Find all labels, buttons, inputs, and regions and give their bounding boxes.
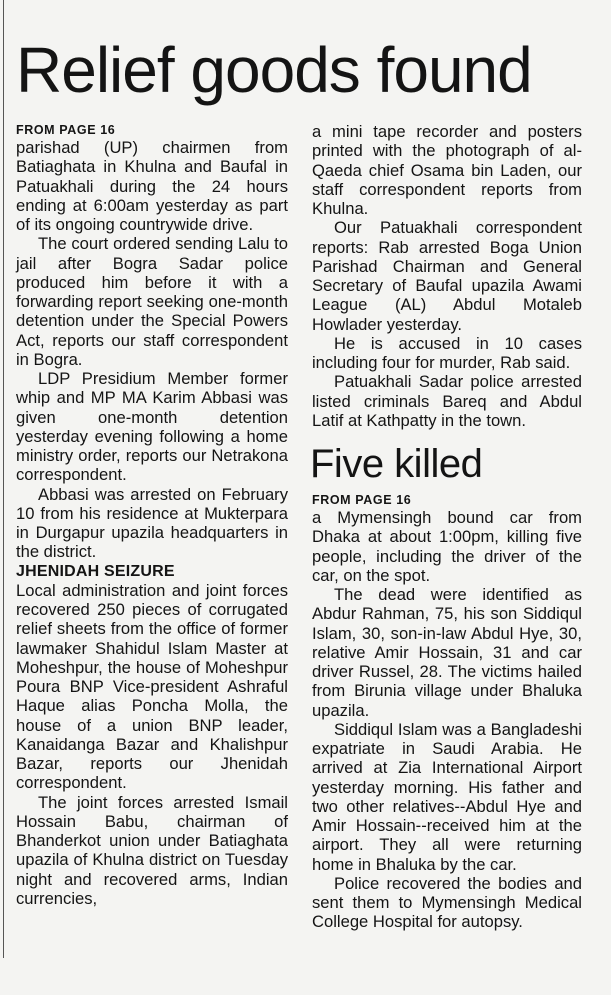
- paragraph: Police recovered the bodies and sent them to Mymensingh Medical College Hospital for autopsy.: [312, 873, 582, 932]
- kicker: FROM PAGE 16: [16, 123, 116, 137]
- paragraph: Our Patuakhali correspondent reports: Rab arrested Boga Union Parishad Chairman and General Secretary of Baufal upazila Awami League (AL) Abdul Motaleb Howlader yesterday.: [312, 218, 582, 334]
- column-rule: [3, 0, 4, 958]
- headline: Relief goods found: [16, 34, 532, 106]
- left-column: [16, 122, 288, 908]
- paragraph: The court ordered sending Lalu to jail after Bogra Sadar police produced him before it with a forwarding report seeking one-month detention under the Special Powers Act, reports our staff correspondent in Bogra.: [16, 234, 288, 369]
- subhead: JHENIDAH SEIZURE: [16, 562, 175, 580]
- paragraph: LDP Presidium Member former whip and MP MA Karim Abbasi was given one-month detention yesterday evening following a home ministry order, reports our Netrakona correspondent.: [16, 369, 288, 485]
- paragraph: Local administration and joint forces recovered 250 pieces of corrugated relief sheets from the office of former lawmaker Shahidul Islam Master at Moheshpur, the house of Moheshpur Poura BNP Vice-president Ashraful Haque alias Poncha Molla, the house of a union BNP leader, Kanaidanga Bazar and Khalishpur Bazar, reports our Jhenidah correspondent.: [16, 580, 288, 793]
- paragraph: The joint forces arrested Ismail Hossain Babu, chairman of Bhanderkot union under Batiaghata upazila of Khulna district on Tuesday night and recovered arms, Indian currencies,: [16, 792, 288, 908]
- paragraph: a Mymensingh bound car from Dhaka at about 1:00pm, killing five people, including the driver of the car, on the spot.: [312, 508, 582, 585]
- paragraph: parishad (UP) chairmen from Batiaghata in Khulna and Baufal in Patuakhali during the 24 hours ending at 6:00am yesterday as part of its ongoing countrywide drive.: [16, 138, 288, 234]
- paragraph: Siddiqul Islam was a Bangladeshi expatriate in Saudi Arabia. He arrived at Zia International Airport yesterday morning. His father and two other relatives--Abdul Hye and Amir Hossain--received him at the airport. They all were returning home in Bhaluka by the car.: [312, 719, 582, 874]
- kicker: FROM PAGE 16: [312, 493, 412, 507]
- paragraph: Patuakhali Sadar police arrested listed criminals Bareq and Abdul Latif at Kathpatty in the town.: [312, 372, 582, 430]
- right-column: [312, 122, 582, 932]
- second-headline: Five killed: [310, 442, 483, 486]
- paragraph: He is accused in 10 cases including four for murder, Rab said.: [312, 333, 582, 372]
- paragraph: a mini tape recorder and posters printed with the photograph of al-Qaeda chief Osama bin Laden, our staff correspondent reports from Khulna.: [312, 122, 582, 218]
- paragraph: The dead were identified as Abdur Rahman, 75, his son Siddiqul Islam, 30, son-in-law Abdul Hye, 30, relative Amir Hossain, 31 and car driver Russel, 28. The victims hailed from Birunia village under Bhaluka upazila.: [312, 585, 582, 720]
- paragraph: Abbasi was arrested on February 10 from his residence at Mukterpara in Durgapur upazila headquarters in the district.: [16, 484, 288, 562]
